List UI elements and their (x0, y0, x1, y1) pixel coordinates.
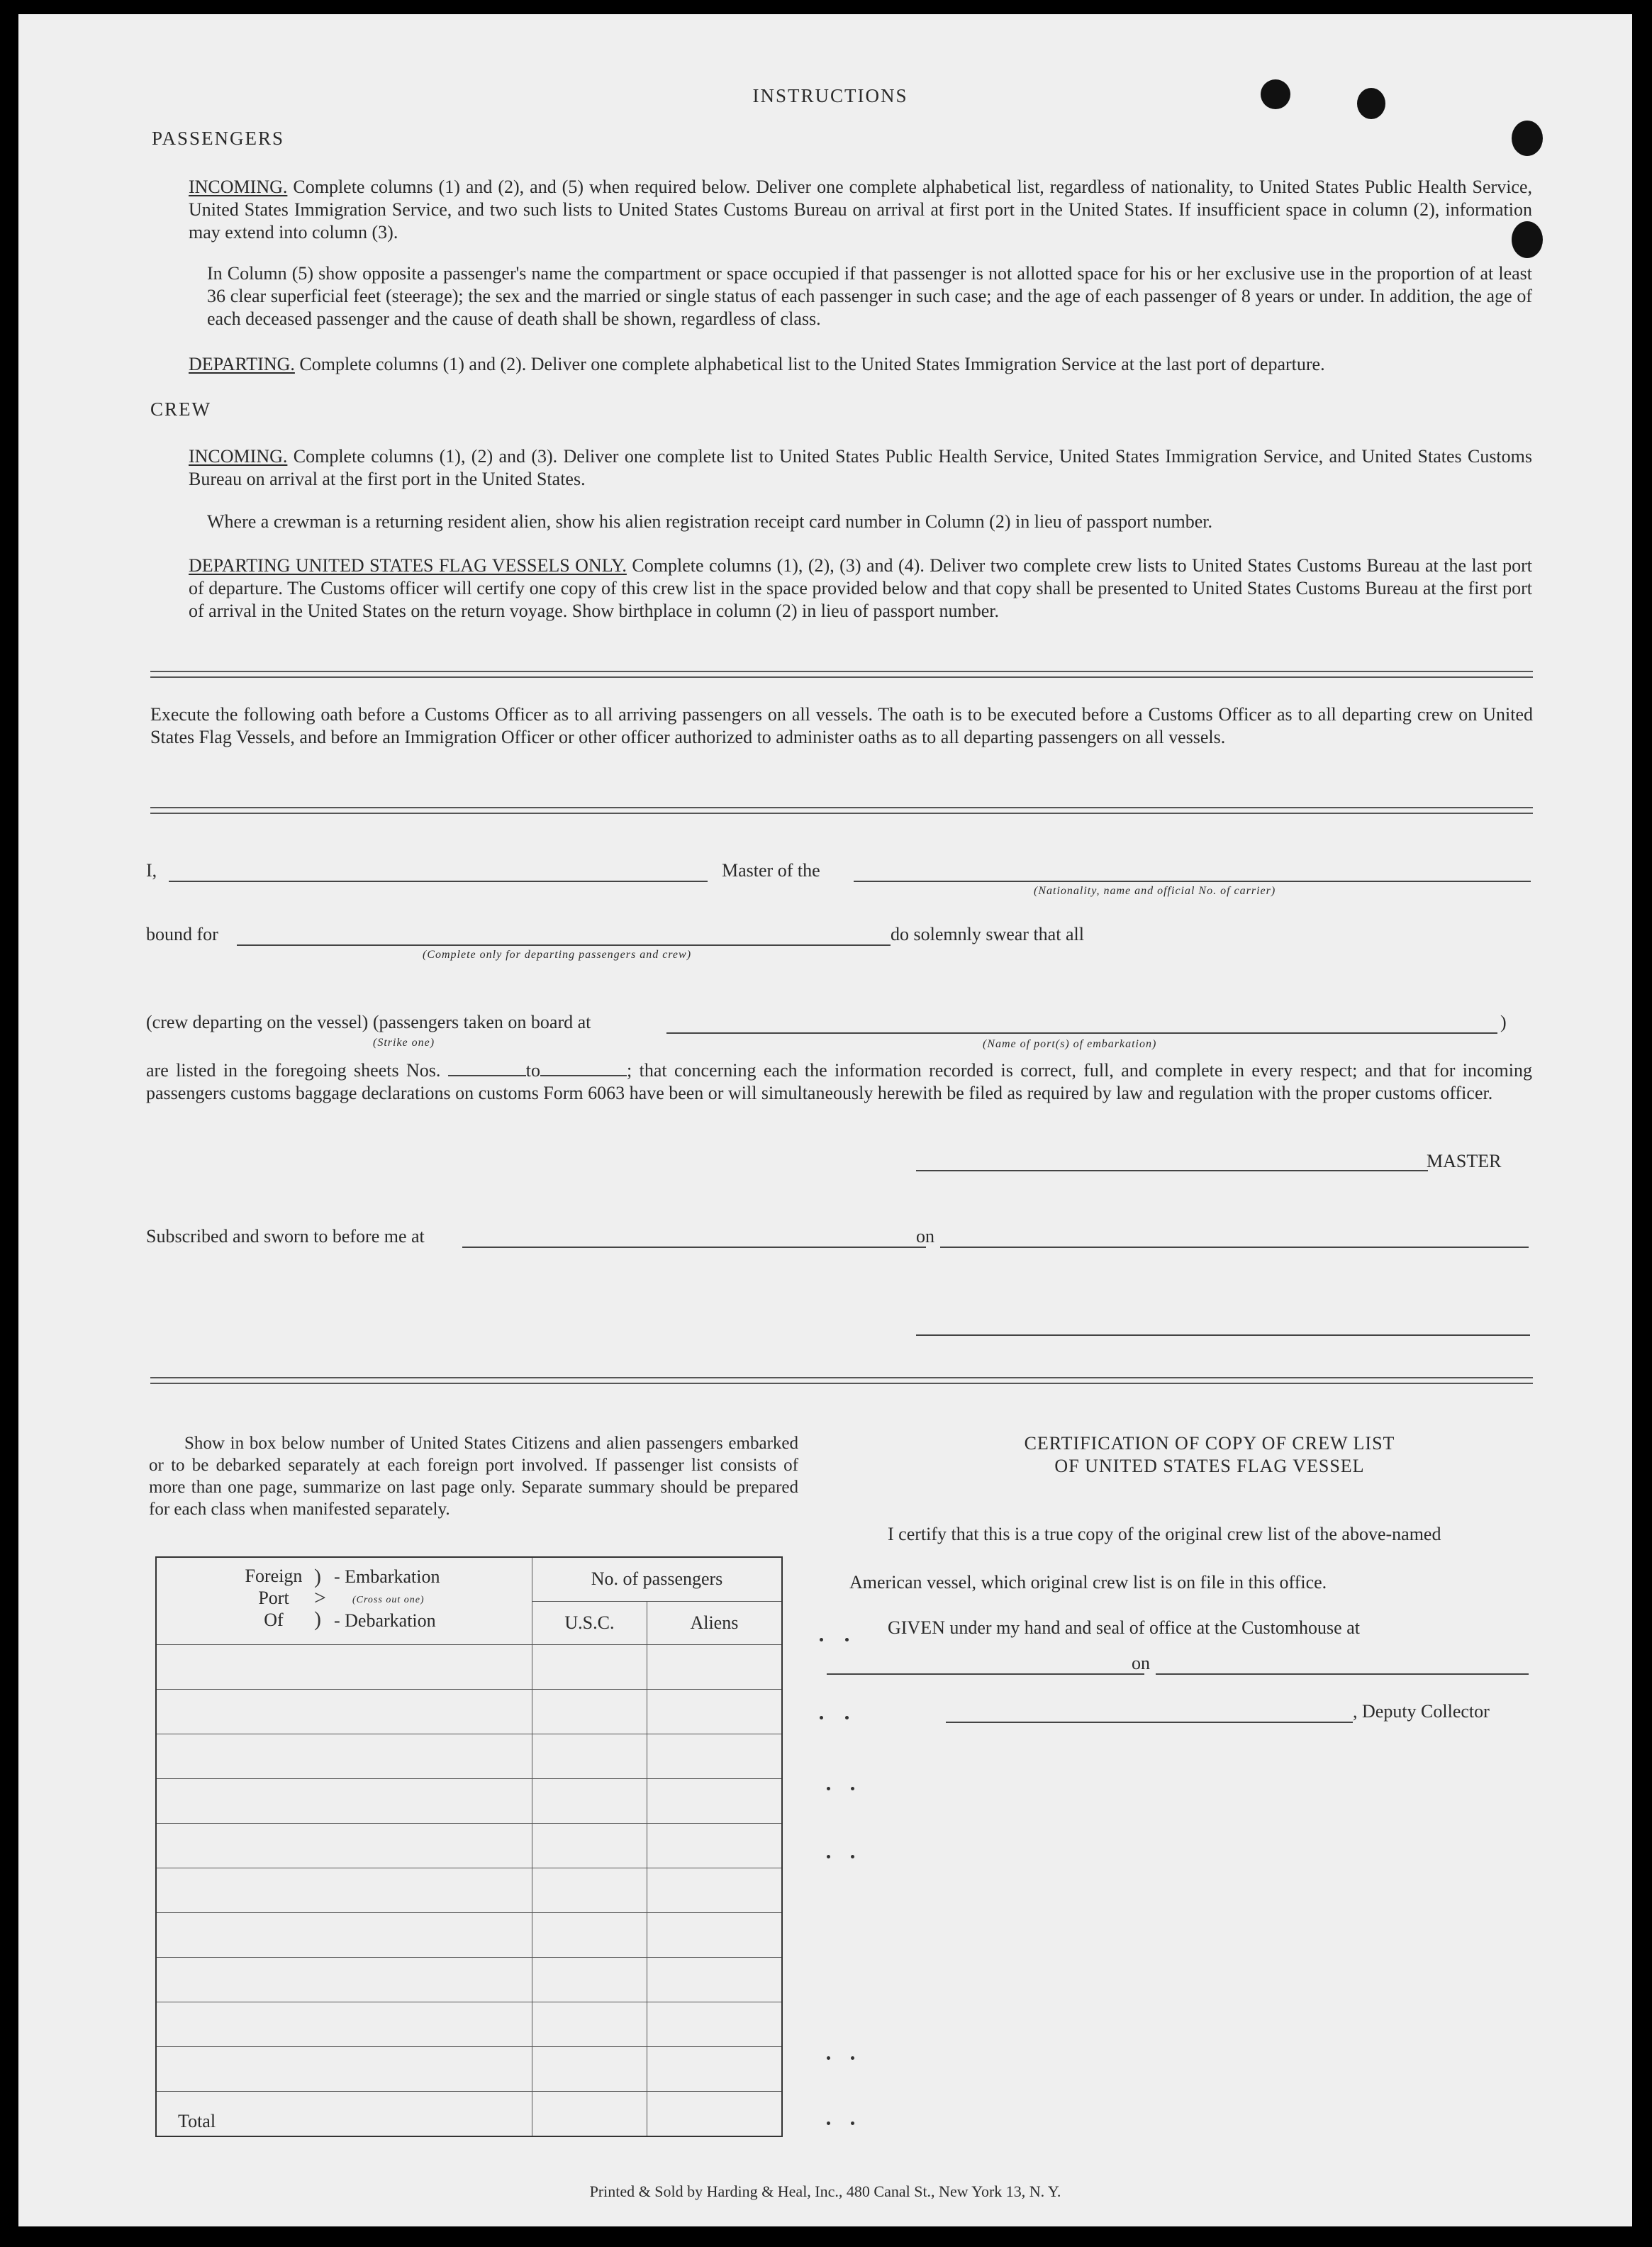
sheets-label: are listed in the foregoing sheets Nos. (146, 1060, 441, 1081)
deputy-collector-signature-field[interactable] (946, 1722, 1353, 1723)
aliens-cell[interactable] (647, 1913, 782, 1958)
margin-dot (827, 1855, 830, 1858)
cross-out-hint: (Cross out one) (352, 1595, 425, 1605)
margin-dot (851, 2121, 854, 2125)
usc-cell[interactable] (532, 1734, 647, 1779)
divider (150, 813, 1533, 814)
port-cell[interactable] (156, 1779, 532, 1824)
margin-dot (827, 2121, 830, 2125)
form-page (18, 14, 1632, 2226)
passengers-departing-label: DEPARTING. (189, 354, 295, 374)
foreign-port-header (156, 1557, 532, 1645)
passengers-departing-paragraph (189, 353, 1536, 376)
bound-for-hint: (Complete only for departing passengers and crew) (423, 949, 692, 961)
margin-dot (820, 1638, 823, 1641)
nationality-hint: (Nationality, name and official No. of carrier) (1034, 885, 1276, 897)
master-label: MASTER (1427, 1151, 1502, 1171)
usc-cell[interactable] (532, 1690, 647, 1734)
total-label: Total (178, 2111, 216, 2131)
crew-incoming-label: INCOMING. (189, 446, 288, 467)
passenger-summary-table (155, 1556, 783, 2137)
divider (150, 671, 1533, 672)
certification-title-2: OF UNITED STATES FLAG VESSEL (1054, 1456, 1365, 1476)
customhouse-field[interactable] (827, 1673, 1144, 1675)
port-cell[interactable] (156, 1645, 532, 1690)
aliens-cell[interactable] (647, 1690, 782, 1734)
divider (150, 807, 1533, 808)
total-row (156, 2092, 782, 2137)
master-name-field[interactable] (169, 881, 708, 882)
usc-cell[interactable] (532, 1645, 647, 1690)
aliens-cell[interactable] (647, 1868, 782, 1913)
aliens-cell[interactable] (647, 1779, 782, 1824)
swear-label: do solemnly swear that all (891, 924, 1084, 944)
bound-for-label: bound for (146, 924, 218, 944)
table-row (156, 1913, 782, 1958)
passengers-column5-paragraph: In Column (5) show opposite a passenger's name the compartment or space occupied if that passenger is not allotted space for his or her exclusive use in the proportion of at least 36 clear superficial feet (steerage); the sex and the married or single status of each passenger in such case; and the age of each passenger of 8 years or under. In addition, the age of each deceased passenger and the cause of death shall be shown, regardless of class. (207, 263, 1532, 329)
margin-dot (851, 1787, 854, 1790)
sworn-date-field[interactable] (940, 1247, 1529, 1248)
margin-dot (820, 1716, 823, 1719)
aliens-cell[interactable] (647, 1958, 782, 2002)
usc-cell[interactable] (532, 2047, 647, 2092)
aliens-cell[interactable] (647, 1824, 782, 1868)
sworn-on-label: on (916, 1226, 934, 1247)
crew-departing-text: Complete columns (1), (2), (3) and (4). Deliver two complete crew lists to United States Customs Bureau at the last port of departure. The Customs officer will certify one copy of this crew list in the space provided below and that copy shall be presented to United States Customs Bureau at the first port of arrival in the United States on the return voyage. Show birthplace in column (2) in lieu of passport number. (189, 555, 1532, 621)
usc-total-cell[interactable] (532, 2092, 647, 2137)
master-signature-field[interactable] (916, 1170, 1428, 1171)
sheets-to-field[interactable] (540, 1061, 627, 1076)
to-label: to (525, 1060, 540, 1081)
margin-dot (851, 2056, 854, 2060)
oath-intro: Execute the following oath before a Customs Officer as to all arriving passengers on all vessels. The oath is to be executed before a Customs Officer as to all departing crew on United States Flag Vessels, and before an Immigration Officer or other officer authorized to administer oaths as to all departing passengers on all vessels. (150, 704, 1533, 747)
bound-for-field[interactable] (237, 944, 891, 946)
aliens-total-cell[interactable] (647, 2092, 782, 2137)
sheets-text: ; that concerning each the information recorded is correct, full, and complete in every respect; and that for incoming passengers customs baggage declarations on customs Form 6063 have been or will simultaneously herewith be filed as required by law and regulation with the proper customs officer. (146, 1060, 1532, 1103)
port-cell[interactable] (156, 1913, 532, 1958)
passengers-heading: PASSENGERS (152, 128, 285, 149)
usc-cell[interactable] (532, 1958, 647, 2002)
no-passengers-header: No. of passengers (532, 1557, 782, 1601)
crew-departing-label: DEPARTING UNITED STATES FLAG VESSELS ONLY. (189, 555, 627, 576)
officer-signature-field[interactable] (916, 1334, 1530, 1336)
port-cell[interactable] (156, 1734, 532, 1779)
printer-footer: Printed & Sold by Harding & Heal, Inc., 480 Canal St., New York 13, N. Y. (589, 2182, 1061, 2200)
passengers-incoming-paragraph (189, 176, 1532, 244)
sheets-from-field[interactable] (448, 1061, 526, 1076)
table-row (156, 1734, 782, 1779)
divider (150, 1383, 1533, 1384)
deputy-collector-label: , Deputy Collector (1353, 1701, 1490, 1722)
i-label: I, (146, 860, 157, 881)
strike-one-hint: (Strike one) (373, 1037, 435, 1049)
port-cell[interactable] (156, 1958, 532, 2002)
close-paren: ) (1500, 1012, 1507, 1032)
crew-passengers-label: (crew departing on the vessel) (passengers taken on board at (146, 1012, 591, 1032)
crew-heading: CREW (150, 398, 211, 420)
sworn-place-field[interactable] (462, 1247, 926, 1248)
margin-dot (851, 1855, 854, 1858)
passengers-departing-text: Complete columns (1) and (2). Deliver one complete alphabetical list to the United States Immigration Service at the last port of departure. (299, 354, 1325, 374)
debarkation-option[interactable]: - Debarkation (334, 1610, 436, 1631)
port-cell[interactable] (156, 2047, 532, 2092)
certify-line-1: I certify that this is a true copy of the original crew list of the above-named (888, 1524, 1441, 1544)
port-cell[interactable] (156, 1868, 532, 1913)
table-row (156, 1779, 782, 1824)
usc-cell[interactable] (532, 1779, 647, 1824)
aliens-cell[interactable] (647, 1645, 782, 1690)
port-cell[interactable] (156, 1824, 532, 1868)
table-row (156, 1690, 782, 1734)
crew-incoming-paragraph (189, 445, 1532, 491)
table-row (156, 1824, 782, 1868)
foreign-port-header-1: Foreign (245, 1566, 303, 1586)
margin-dot (827, 2056, 830, 2060)
certification-title-1: CERTIFICATION OF COPY OF CREW LIST (1024, 1433, 1395, 1454)
usc-cell[interactable] (532, 1868, 647, 1913)
aliens-cell[interactable] (647, 1734, 782, 1779)
page-title: INSTRUCTIONS (752, 85, 908, 106)
divider (150, 1377, 1533, 1378)
ports-field[interactable] (666, 1032, 1497, 1034)
crew-departing-paragraph (189, 554, 1532, 623)
aliens-cell[interactable] (647, 2047, 782, 2092)
certify-line-2: American vessel, which original crew list is on file in this office. (849, 1572, 1327, 1593)
punch-hole-3 (1512, 121, 1543, 156)
port-cell[interactable] (156, 2002, 532, 2047)
port-cell[interactable] (156, 1690, 532, 1734)
table-row (156, 2047, 782, 2092)
foreign-port-header-2: Port (258, 1588, 289, 1608)
cert-date-field[interactable] (1156, 1673, 1529, 1675)
usc-header: U.S.C. (532, 1601, 647, 1645)
ports-hint: (Name of port(s) of embarkation) (983, 1038, 1157, 1050)
subscribed-label: Subscribed and sworn to before me at (146, 1226, 425, 1247)
foreign-port-header-3: Of (264, 1610, 284, 1630)
table-row (156, 1868, 782, 1913)
table-row (156, 2002, 782, 2047)
usc-cell[interactable] (532, 2002, 647, 2047)
passengers-incoming-label: INCOMING. (189, 177, 288, 197)
divider (150, 676, 1533, 678)
table-row (156, 1645, 782, 1690)
embarkation-option[interactable]: - Embarkation (334, 1566, 440, 1587)
aliens-cell[interactable] (647, 2002, 782, 2047)
brace-icon: ) > ) (314, 1565, 326, 1631)
margin-dot (827, 1787, 830, 1790)
master-of-label: Master of the (722, 860, 820, 881)
usc-cell[interactable] (532, 1824, 647, 1868)
sheets-paragraph (146, 1059, 1532, 1105)
cert-on-label: on (1132, 1653, 1150, 1673)
crew-resident-paragraph: Where a crewman is a returning resident alien, show his alien registration receipt card number in Column (2) in lieu of passport number. (207, 511, 1213, 532)
aliens-header: Aliens (647, 1601, 782, 1645)
summary-instructions: Show in box below number of United States Citizens and alien passengers embarked or to be debarked separately at each foreign port involved. If passenger list consists of more than one page, summarize on last page only. Separate summary should be prepared for each class when manifested separately. (149, 1434, 798, 1519)
crew-incoming-text: Complete columns (1), (2) and (3). Deliver one complete list to United States Public Health Service, United States Immigration Service, and United States Customs Bureau on arrival at the first port in the United States. (189, 446, 1533, 489)
given-line: GIVEN under my hand and seal of office at the Customhouse at (888, 1617, 1360, 1638)
usc-cell[interactable] (532, 1913, 647, 1958)
passengers-incoming-text: Complete columns (1) and (2), and (5) when required below. Deliver one complete alphabetical list, regardless of nationality, to United States Public Health Service, United States Immigration Service, and two such lists to United States Customs Bureau on arrival at first port in the United States. If insufficient space in column (2), information may extend into column (3). (189, 177, 1533, 242)
table-row (156, 1958, 782, 2002)
carrier-field[interactable] (854, 881, 1531, 882)
margin-dot (845, 1638, 849, 1641)
total-label-cell (156, 2092, 532, 2137)
margin-dot (845, 1716, 849, 1719)
